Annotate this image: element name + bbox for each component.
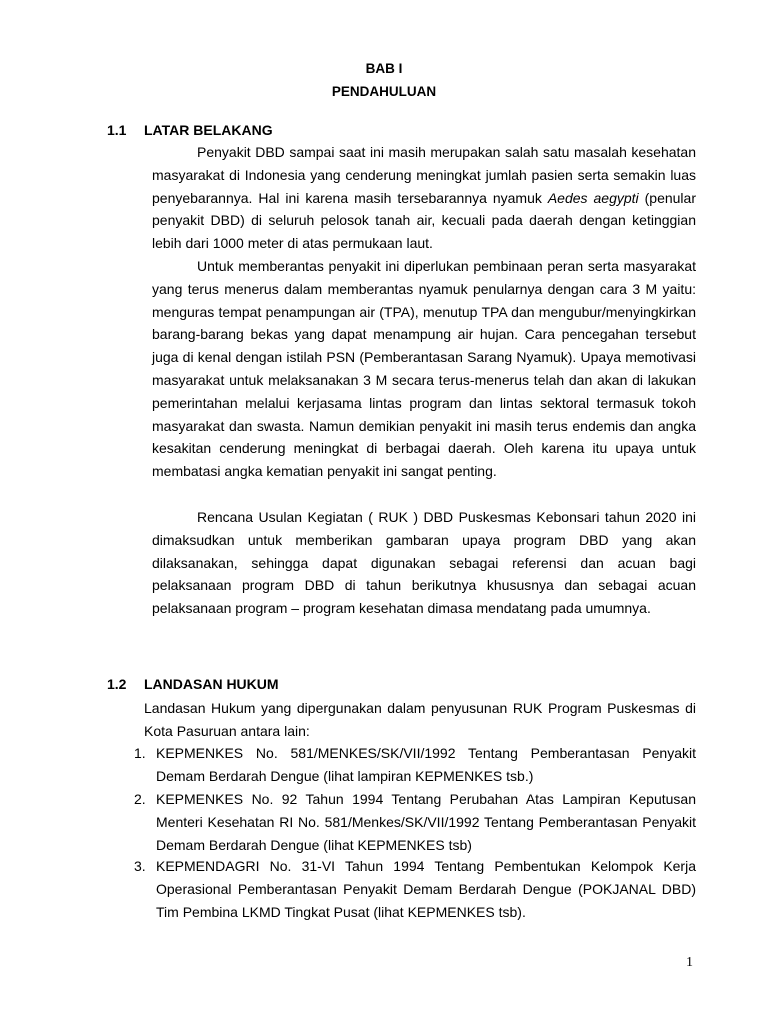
list-item-text: KEPMENDAGRI No. 31-VI Tahun 1994 Tentang Pembentukan Kelompok Kerja Operasional Pemberantasan Penyakit Demam Berdarah Dengue (POKJANAL DBD) Tim Pembina LKMD Tingkat Pusat (lihat KEPMENKES tsb). <box>156 858 696 920</box>
list-item-number: 3. <box>134 858 146 874</box>
list-item-text: KEPMENKES No. 581/MENKES/SK/VII/1992 Tentang Pemberantasan Penyakit Demam Berdarah Dengue (lihat lampiran KEPMENKES tsb.) <box>156 745 696 784</box>
section-number: 1.2 <box>107 676 127 692</box>
paragraph-text: Penyakit DBD sampai saat ini masih merupakan salah satu masalah kesehatan masyarakat di Indonesia yang cenderung meningkat jumlah pasien serta semakin luas penyebarannya. Hal ini karena masih tersebarannya nyamuk <box>152 144 696 206</box>
list-item-text: KEPMENKES No. 92 Tahun 1994 Tentang Perubahan Atas Lampiran Keputusan Menteri Kesehatan RI No. 581/Menkes/SK/VII/1992 Tentang Pemberantasan Penyakit Demam Berdarah Dengue (lihat KEPMENKES tsb) <box>156 791 696 853</box>
paragraph <box>152 255 696 483</box>
chapter-title: PENDAHULUAN <box>331 84 437 99</box>
paragraph <box>152 141 696 255</box>
list-item-number: 1. <box>134 745 146 761</box>
chapter-number: BAB I <box>365 61 403 76</box>
paragraph-text: Rencana Usulan Kegiatan ( RUK ) DBD Puskesmas Kebonsari tahun 2020 ini dimaksudkan untuk memberikan gambaran upaya program DBD yang akan dilaksanakan, sehingga dapat digunakan sebagai referensi dan acuan bagi pelaksanaan program DBD di tahun berikutnya khususnya dan sebagai acuan pelaksanaan program – program kesehatan dimasa mendatang pada umumnya. <box>152 509 696 617</box>
paragraph-text: (penular penyakit DBD) di seluruh pelosok tanah air, kecuali pada daerah dengan ketinggian lebih dari 1000 meter di atas permukaan laut. <box>152 189 696 252</box>
species-name: Aedes aegypti <box>547 189 639 206</box>
section-number: 1.1 <box>107 122 127 138</box>
section-title: LATAR BELAKANG <box>144 122 273 138</box>
paragraph-text: Untuk memberantas penyakit ini diperlukan pembinaan peran serta masyarakat yang terus menerus dalam memberantas nyamuk penularnya dengan cara 3 M yaitu: menguras tempat penampungan air (TPA), menutup TPA dan mengubur/menyingkirkan barang-barang bekas yang dapat menampung air hujan. Cara pencegahan tersebut juga di kenal dengan istilah PSN (Pemberantasan Sarang Nyamuk). Upaya memotivasi masyarakat untuk melaksanakan 3 M secara terus-menerus telah dan akan di lakukan pemerintahan melalui kerjasama lintas program dan lintas sektoral termasuk tokoh masyarakat dan swasta. Namun demikian penyakit ini masih terus endemis dan angka kesakitan cenderung meningkat di berbagai daerah. Oleh karena itu upaya untuk membatasi angka kematian penyakit ini sangat penting. <box>152 258 696 480</box>
section-title: LANDASAN HUKUM <box>144 676 279 692</box>
section-intro: Landasan Hukum yang dipergunakan dalam penyusunan RUK Program Puskesmas di Kota Pasuruan antara lain: <box>144 700 696 739</box>
paragraph <box>152 506 696 620</box>
page-number: 1 <box>686 955 693 970</box>
list-item-number: 2. <box>134 791 146 807</box>
